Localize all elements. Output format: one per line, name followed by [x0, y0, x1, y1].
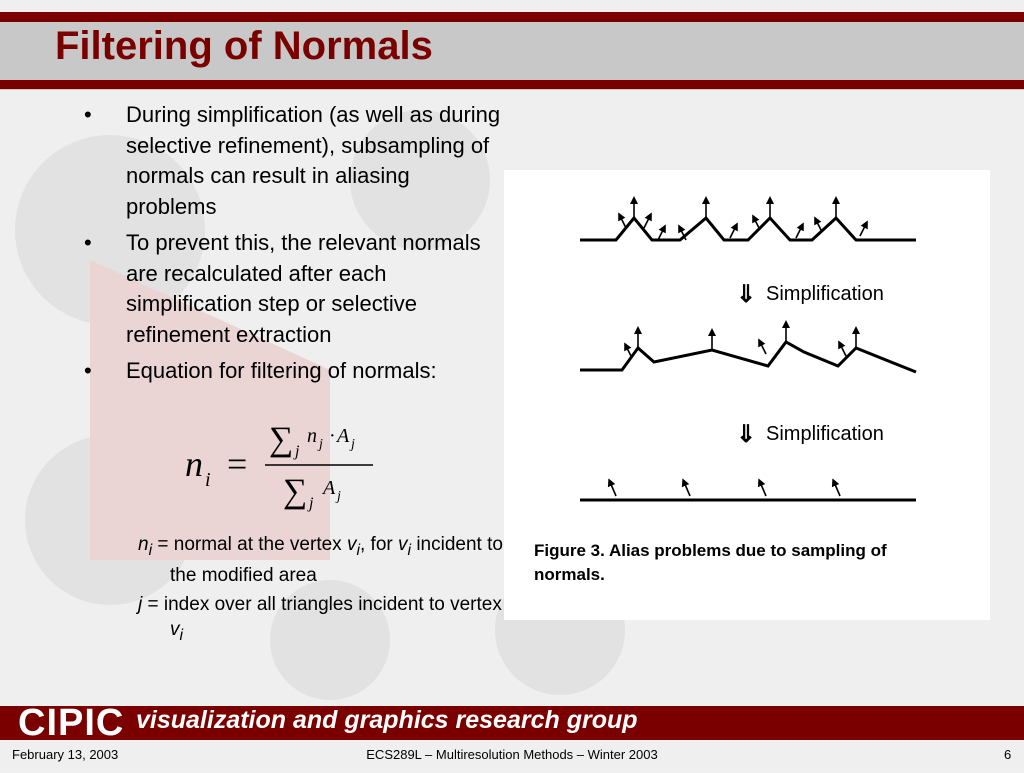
def-text: , for — [360, 534, 399, 555]
normal-arrow — [730, 226, 736, 238]
step-label: Simplification — [766, 423, 884, 445]
normal-arrow — [644, 216, 650, 228]
bullet-item — [84, 100, 504, 222]
alias-diagram — [504, 170, 990, 620]
cipic-logo: CIPIC — [18, 702, 125, 744]
footer-page-number: 6 — [1004, 747, 1012, 762]
eq-num-n: n — [307, 425, 317, 447]
bullet-marker: • — [84, 102, 92, 127]
equation-definitions — [138, 532, 508, 652]
def-v: v — [170, 618, 180, 640]
def-var: n — [138, 534, 149, 555]
normal-arrow — [684, 482, 690, 496]
normal-arrow — [760, 482, 766, 496]
def-text: normal at the vertex — [173, 534, 347, 555]
mesh-profile-simplified-1 — [580, 342, 916, 372]
eq-den-sum: ∑ — [283, 473, 308, 510]
eq-den-index: j — [309, 495, 314, 512]
eq-num-n-sub: j — [319, 437, 323, 452]
def-text: incident to the modified area — [170, 534, 503, 586]
bullet-list — [84, 100, 504, 393]
normal-arrow — [754, 218, 760, 230]
eq-num-sum: ∑ — [269, 421, 294, 458]
bullet-text: To prevent this, the relevant normals are recalculated after each simplification step or selective refinement extraction — [126, 230, 481, 347]
footer-date: February 13, 2003 — [12, 747, 119, 762]
eq-equals: = — [227, 444, 248, 484]
bullet-text: During simplification (as well as during selective refinement), subsampling of normals can result in aliasing problems — [126, 102, 501, 219]
def-var: j — [138, 593, 143, 615]
def-v: v — [346, 534, 357, 555]
normal-arrow — [834, 482, 840, 496]
eq-num-index: j — [295, 443, 300, 460]
figure-caption-line: Figure 3. Alias problems due to sampling of — [534, 541, 887, 560]
title-rule-bottom — [0, 80, 1024, 89]
slide-title: Filtering of Normals — [55, 24, 433, 68]
eq-lhs-n: n — [185, 444, 203, 484]
mesh-profile-original — [580, 218, 916, 240]
def-eq: = — [152, 534, 174, 555]
normal-arrow — [816, 220, 822, 232]
eq-num-dot: · — [329, 425, 336, 447]
title-rule-top — [0, 12, 1024, 22]
eq-lhs-sub: i — [205, 469, 211, 491]
bullet-text: Equation for filtering of normals: — [126, 358, 437, 383]
normal-arrow — [840, 344, 846, 356]
down-arrow-icon: ⇓ — [736, 421, 757, 448]
eq-den-a: A — [323, 477, 336, 499]
alias-figure — [504, 170, 990, 620]
figure-caption-line: normals. — [534, 565, 605, 584]
bullet-item — [84, 356, 504, 387]
normal-arrow — [610, 482, 616, 496]
eq-num-a: A — [337, 425, 350, 447]
bullet-item — [84, 228, 504, 350]
normal-arrow — [658, 228, 664, 240]
normal-arrow — [760, 342, 766, 354]
normal-arrow — [620, 216, 626, 228]
down-arrow-icon: ⇓ — [736, 281, 757, 308]
def-var-sub: i — [148, 541, 153, 559]
def-v: v — [398, 534, 408, 555]
definition-j — [138, 592, 508, 648]
def-text: index over all triangles incident to vertex — [163, 593, 502, 615]
def-eq: = — [142, 593, 164, 615]
normal-filter-equation — [185, 410, 385, 520]
def-v-sub: i — [179, 626, 184, 644]
bullet-marker: • — [84, 230, 92, 255]
normal-arrow — [860, 224, 866, 236]
normal-arrow — [626, 346, 632, 358]
def-v-sub: i — [356, 541, 360, 559]
step-label: Simplification — [766, 283, 884, 305]
def-v-sub: i — [407, 541, 412, 559]
bullet-marker: • — [84, 358, 92, 383]
group-tagline: visualization and graphics research group — [136, 706, 638, 734]
normal-arrow — [796, 226, 802, 238]
eq-den-a-sub: j — [337, 489, 341, 504]
definition-n-i — [138, 532, 508, 588]
footer-course: ECS289L – Multiresolution Methods – Winter 2003 — [366, 747, 658, 762]
eq-num-a-sub: j — [351, 437, 355, 452]
